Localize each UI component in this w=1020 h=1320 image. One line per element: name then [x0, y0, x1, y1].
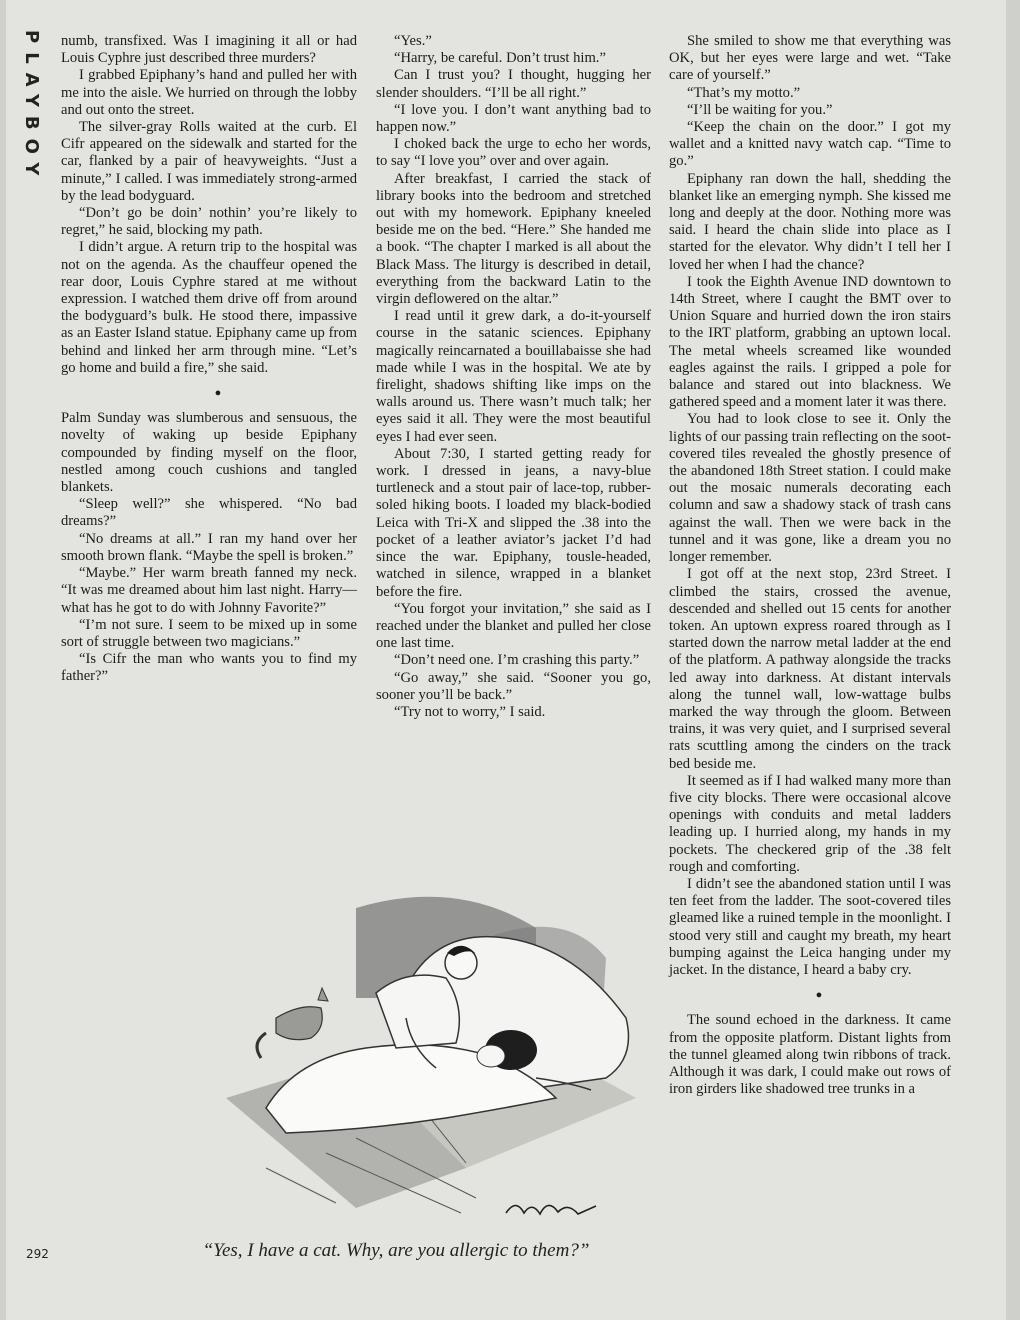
paragraph: Can I trust you? I thought, hugging her slender shoulders. “I’ll be all right.” [376, 67, 651, 101]
paragraph: “Don’t go be doin’ nothin’ you’re likely to regret,” he said, blocking my path. [61, 205, 357, 239]
paragraph: The silver-gray Rolls waited at the curb. El Cifr appeared on the sidewalk and started for the car, flanked by a pair of heavyweights. “Just a minute,” I called. I was immediately strong-armed by the lead bodyguard. [61, 119, 357, 204]
artist-signature [506, 1205, 596, 1214]
paragraph: You had to look close to see it. Only the lights of our passing train reflecting on the soot-covered tiles revealed the ghostly presence of the abandoned 18th Street station. I could make out the mosaic numerals decorating each column and saw a shadowy stack of trash cans against the wall. Then we were back in the tunnel and it was gone, like a dream you no longer remember. [669, 411, 951, 566]
paragraph: “That’s my motto.” [687, 84, 801, 101]
paragraph: “Yes.” [394, 33, 432, 49]
paragraph: About 7:30, I started getting ready for work. I dressed in jeans, a navy-blue turtleneck and a stout pair of lace-top, rubber-soled hiking boots. I loaded my black-bodied Leica with Tri-X and slipped the .38 into the pocket of a leather aviator’s jacket I’d had since the war. Epiphany, tousle-headed, watched in silence, wrapped in a blanket before the fire. [376, 445, 651, 600]
masthead-text: PLAYBOY [21, 30, 42, 185]
page-number: 292 [26, 1247, 49, 1261]
masthead [20, 30, 50, 200]
paragraph: “I love you. I don’t want anything bad to happen now.” [376, 101, 651, 136]
cartoon-illustration [206, 868, 646, 1228]
cartoon-caption: “Yes, I have a cat. Why, are you allergic to them?” [202, 1240, 590, 1261]
paragraph: “I’ll be waiting for you.” [687, 101, 833, 118]
paragraph: numb, transfixed. Was I imagining it all or had Louis Cyphre just described three murders? [61, 33, 357, 67]
paragraph: “Try not to worry,” I said. [394, 703, 546, 720]
paragraph: “Sleep well?” she whispered. “No bad dreams?” [61, 496, 357, 530]
text-column-2 [376, 33, 651, 721]
section-separator: ● [214, 387, 222, 400]
paragraph: “No dreams at all.” I ran my hand over her smooth brown flank. “Maybe the spell is broken.” [61, 530, 357, 564]
paragraph: “Maybe.” Her warm breath fanned my neck. “It was me dreamed about him last night. Harry—what has he got to do with Johnny Favorite?” [61, 565, 357, 616]
magazine-page [6, 0, 1006, 1320]
text-column-3 [669, 33, 951, 1098]
paragraph: “Harry, be careful. Don’t trust him.” [394, 50, 606, 67]
paragraph: She smiled to show me that everything was OK, but her eyes were large and wet. “Take care of yourself.” [669, 33, 951, 84]
paragraph: The sound echoed in the darkness. It came from the opposite platform. Distant lights from the tunnel gleamed along twin ribbons of track. Although it was dark, I could make out rows of iron girders like shadowed tree trunks in a [669, 1012, 951, 1098]
paragraph: I grabbed Epiphany’s hand and pulled her with me into the aisle. We hurried on through the lobby and out onto the street. [61, 67, 357, 118]
paragraph: “Is Cifr the man who wants you to find my father?” [61, 651, 357, 685]
paragraph: I read until it grew dark, a do-it-yourself course in the satanic sciences. Epiphany magically reincarnated a bouillabaisse she had made while I was in the hospital. We ate by firelight, shadows shifting like imps on the walls around us. There wasn’t much talk; her eyes said it all. They were the most beautiful eyes I had ever seen. [376, 308, 651, 445]
paragraph: I choked back the urge to echo her words, to say “I love you” over and over again. [376, 136, 651, 170]
paragraph: Palm Sunday was slumberous and sensuous, the novelty of waking up beside Epiphany compounded by finding myself on the floor, nestled among couch cushions and tangled blankets. [61, 410, 357, 496]
paragraph: “Go away,” she said. “Sooner you go, sooner you’ll be back.” [376, 669, 651, 703]
paragraph: It seemed as if I had walked many more than five city blocks. There were occasional alcove openings with conduits and metal ladders leading up. I hurried along, my hands in my pockets. The checkered grip of the .38 felt rough and comforting. [669, 772, 951, 875]
text-column-1 [61, 33, 357, 686]
paragraph: “You forgot your invitation,” she said as I reached under the blanket and pulled her close one last time. [376, 600, 651, 652]
paragraph: I took the Eighth Avenue IND downtown to 14th Street, where I caught the BMT over to Union Square and hurried down the iron stairs to the IRT platform, grabbing an uptown local. The metal wheels screamed like wounded eagles against the rails. I gripped a pole for balance and stared out into blackness. We gathered speed and a moment later it was there. [669, 273, 951, 411]
paragraph: I didn’t see the abandoned station until I was ten feet from the ladder. The soot-covered tiles gleamed like a ruined temple in the moonlight. I stood very still and caught my breath, my heart bumping against the Leica hanging under my jacket. In the distance, I heard a baby cry. [669, 875, 951, 978]
paragraph: I didn’t argue. A return trip to the hospital was not on the agenda. As the chauffeur opened the rear door, Louis Cyphre stared at me without expression. I watched them drive off from around the bodyguard’s bulk. He stood there, impassive as an Easter Island statue. Epiphany came up from behind and linked her arm through mine. “Let’s go home and build a fire,” she said. [61, 239, 357, 376]
paragraph: I got off at the next stop, 23rd Street. I climbed the stairs, crossed the avenue, descended and shelled out 15 cents for another token. An uptown express roared through as I started down the narrow metal ladder at the end of the platform. A pathway alongside the tracks led away into darkness. At distant intervals along the tunnel wall, low-wattage bulbs marked the way through the gloom. Between trains, it was very quiet, and I surprised several rats scuttling among the cinders on the track bed beside me. [669, 566, 951, 772]
section-separator: ● [815, 989, 823, 1002]
paragraph: “Don’t need one. I’m crashing this party.” [394, 652, 640, 669]
paragraph: “Keep the chain on the door.” I got my wallet and a knitted navy watch cap. “Time to go.” [669, 119, 951, 170]
paragraph: “I’m not sure. I seem to be mixed up in some sort of struggle between two magicians.” [61, 616, 357, 650]
paragraph: Epiphany ran down the hall, shedding the blanket like an emerging nymph. She kissed me long and deeply at the door. Nothing more was said. I heard the chain slide into place as I started for the elevator. Why didn’t I tell her I loved her when I had the chance? [669, 170, 951, 273]
paragraph: After breakfast, I carried the stack of library books into the bedroom and stretched out with my homework. Epiphany kneeled beside me on the bed. “Here.” She handed me a book. “The chapter I marked is all about the Black Mass. The liturgy is described in detail, everything from the backward Latin to the virgin deflowered on the altar.” [376, 170, 651, 308]
